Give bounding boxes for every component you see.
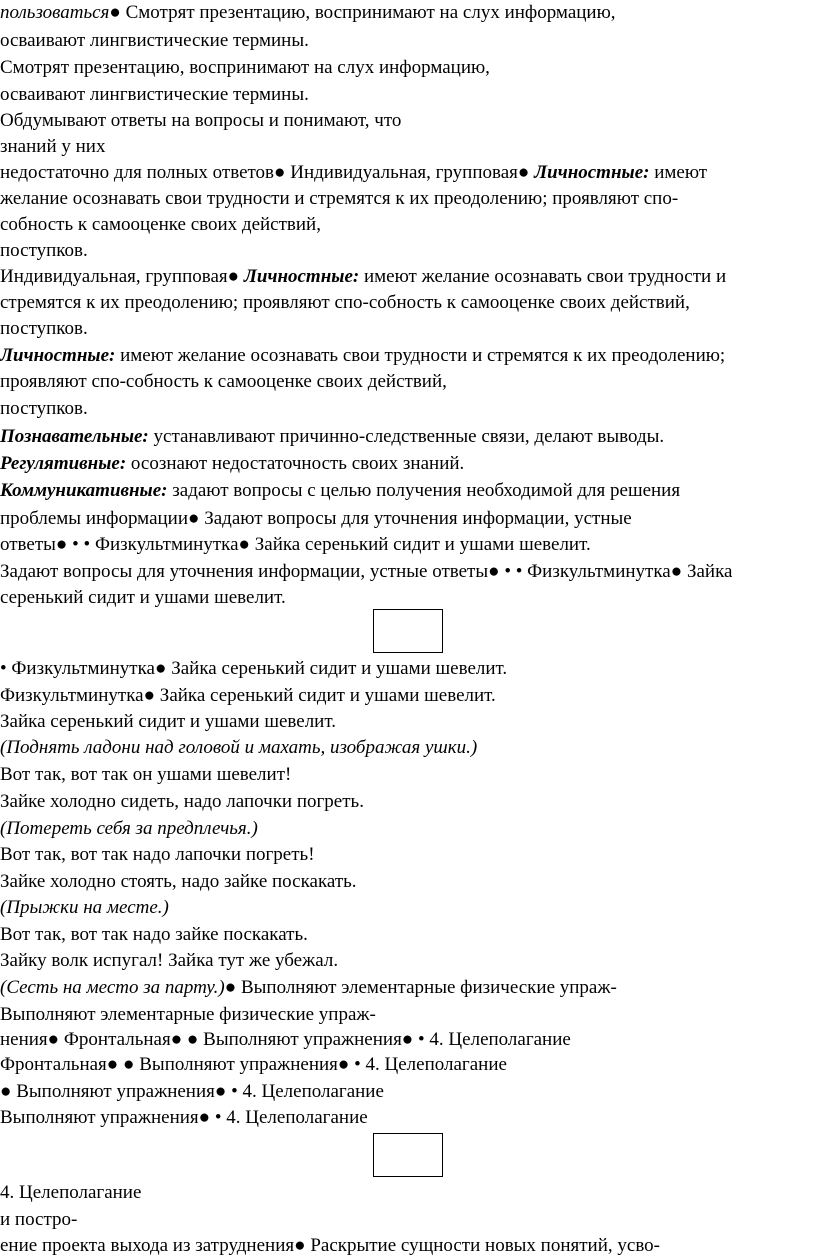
text-segment: Зайку волк испугал! Зайка тут же убежал. [0, 950, 339, 971]
term-label: Коммуникативные: [0, 480, 168, 501]
text-segment: Вот так, вот так надо зайке поскакать. [0, 924, 308, 945]
text-segment: Физкультминутка● Зайка серенький сидит и ушами шевелит. [0, 685, 496, 706]
text-line [0, 683, 496, 709]
text-segment: и постро- [0, 1209, 78, 1230]
text-segment: недостаточно для полных ответов● Индивидуальная, групповая● [0, 162, 535, 183]
text-segment: ● Выполняют упражнения● • 4. Целеполагание [0, 1081, 384, 1102]
text-line [0, 160, 707, 186]
text-segment: имеют желание осознавать свои трудности и [359, 266, 727, 287]
text-line [0, 1002, 376, 1028]
text-segment: Зайке холодно стоять, надо зайке поскакать. [0, 871, 357, 892]
text-line [0, 922, 308, 948]
text-segment: (Потереть себя за предплечья.) [0, 818, 258, 839]
text-line [0, 656, 507, 682]
text-segment: проблемы информации● Задают вопросы для уточнения информации, устные [0, 508, 632, 529]
text-segment: Вот так, вот так он ушами шевелит! [0, 764, 292, 785]
text-segment: задают вопросы с целью получения необходимой для решения [167, 480, 681, 501]
text-segment: Выполняют упражнения● • 4. Целеполагание [0, 1107, 368, 1128]
text-segment: устанавливают причинно-следственные связи, делают выводы. [148, 426, 665, 447]
text-line [0, 478, 680, 504]
text-segment: Выполняют элементарные физические упраж- [0, 1004, 376, 1025]
text-segment: ответы● • • Физкультминутка● Зайка серенький сидит и ушами шевелит. [0, 534, 591, 555]
text-segment: 4. Целеполагание [0, 1182, 142, 1203]
text-line [0, 1180, 141, 1206]
text-segment: Индивидуальная, групповая● [0, 266, 244, 287]
text-line [0, 895, 169, 921]
text-segment: серенький сидит и ушами шевелит. [0, 587, 286, 608]
text-line [0, 343, 725, 369]
text-segment: поступков. [0, 398, 88, 419]
text-segment: Обдумывают ответы на вопросы и понимают, что [0, 110, 402, 131]
text-line [0, 735, 477, 761]
term-label: Познавательные: [0, 426, 149, 447]
text-segment: осваивают лингвистические термины. [0, 84, 309, 105]
text-line [0, 559, 732, 585]
text-line [0, 238, 88, 264]
text-line [0, 316, 88, 342]
text-segment: знаний у них [0, 136, 106, 157]
text-line [0, 869, 357, 895]
text-line [0, 28, 309, 54]
text-segment: проявляют спо-собность к самооценке своих действий, [0, 371, 447, 392]
text-line [0, 1079, 384, 1105]
text-segment: имеют [649, 162, 708, 183]
empty-box-2 [373, 1133, 443, 1177]
text-segment: пользоваться [0, 2, 110, 23]
text-line [0, 585, 286, 611]
text-segment: собность к самооценке своих действий, [0, 214, 321, 235]
text-line [0, 451, 464, 477]
text-line [0, 108, 401, 134]
text-line [0, 948, 338, 974]
text-line [0, 369, 447, 395]
term-label: Регулятивные: [0, 453, 127, 474]
text-line [0, 762, 291, 788]
text-segment: поступков. [0, 240, 88, 261]
text-line [0, 396, 88, 422]
text-segment: Задают вопросы для уточнения информации, устные ответы● • • Физкультминутка● Зайка [0, 561, 733, 582]
term-label: Личностные: [243, 266, 360, 287]
text-line [0, 1027, 571, 1053]
text-line [0, 709, 336, 735]
text-segment: (Сесть на место за парту.) [0, 977, 225, 998]
text-line [0, 186, 678, 212]
empty-box-1 [373, 609, 443, 653]
text-line [0, 290, 690, 316]
text-line [0, 264, 726, 290]
text-line [0, 0, 616, 26]
text-segment: Смотрят презентацию, воспринимают на слух информацию, [0, 57, 490, 78]
text-segment: Зайка серенький сидит и ушами шевелит. [0, 711, 336, 732]
term-label: Личностные: [534, 162, 650, 183]
text-segment: • Физкультминутка● Зайка серенький сидит и ушами шевелит. [0, 658, 508, 679]
text-line [0, 212, 321, 238]
text-segment: ение проекта выхода из затруднения● Раскрытие сущности новых понятий, усво- [0, 1235, 660, 1256]
text-line [0, 532, 591, 558]
text-segment: Фронтальная● ● Выполняют упражнения● • 4. Целеполагание [0, 1054, 507, 1075]
text-line [0, 1207, 77, 1233]
text-segment: ● Смотрят презентацию, воспринимают на слух информацию, [109, 2, 616, 23]
text-line [0, 789, 364, 815]
text-segment: (Поднять ладони над головой и махать, изображая ушки.) [0, 737, 478, 758]
text-line [0, 1233, 660, 1259]
text-segment: нения● Фронтальная● ● Выполняют упражнения● • 4. Целеполагание [0, 1029, 571, 1050]
text-line [0, 55, 490, 81]
text-line [0, 842, 315, 868]
text-line [0, 506, 632, 532]
text-line [0, 82, 309, 108]
text-segment: Зайке холодно сидеть, надо лапочки погреть. [0, 791, 364, 812]
text-segment: желание осознавать свои трудности и стремятся к их преодолению; проявляют спо- [0, 188, 679, 209]
text-line [0, 975, 617, 1001]
text-line [0, 424, 664, 450]
text-line [0, 816, 258, 842]
text-line [0, 1105, 368, 1131]
text-segment: (Прыжки на месте.) [0, 897, 169, 918]
text-segment: Вот так, вот так надо лапочки погреть! [0, 844, 315, 865]
text-segment: ● Выполняют элементарные физические упраж- [224, 977, 617, 998]
term-label: Личностные: [0, 345, 116, 366]
text-line [0, 134, 105, 160]
text-segment: осваивают лингвистические термины. [0, 30, 309, 51]
text-line [0, 1052, 507, 1078]
text-segment: осознают недостаточность своих знаний. [126, 453, 465, 474]
text-segment: поступков. [0, 318, 88, 339]
text-segment: стремятся к их преодолению; проявляют спо-собность к самооценке своих действий, [0, 292, 690, 313]
text-segment: имеют желание осознавать свои трудности и стремятся к их преодолению; [115, 345, 726, 366]
